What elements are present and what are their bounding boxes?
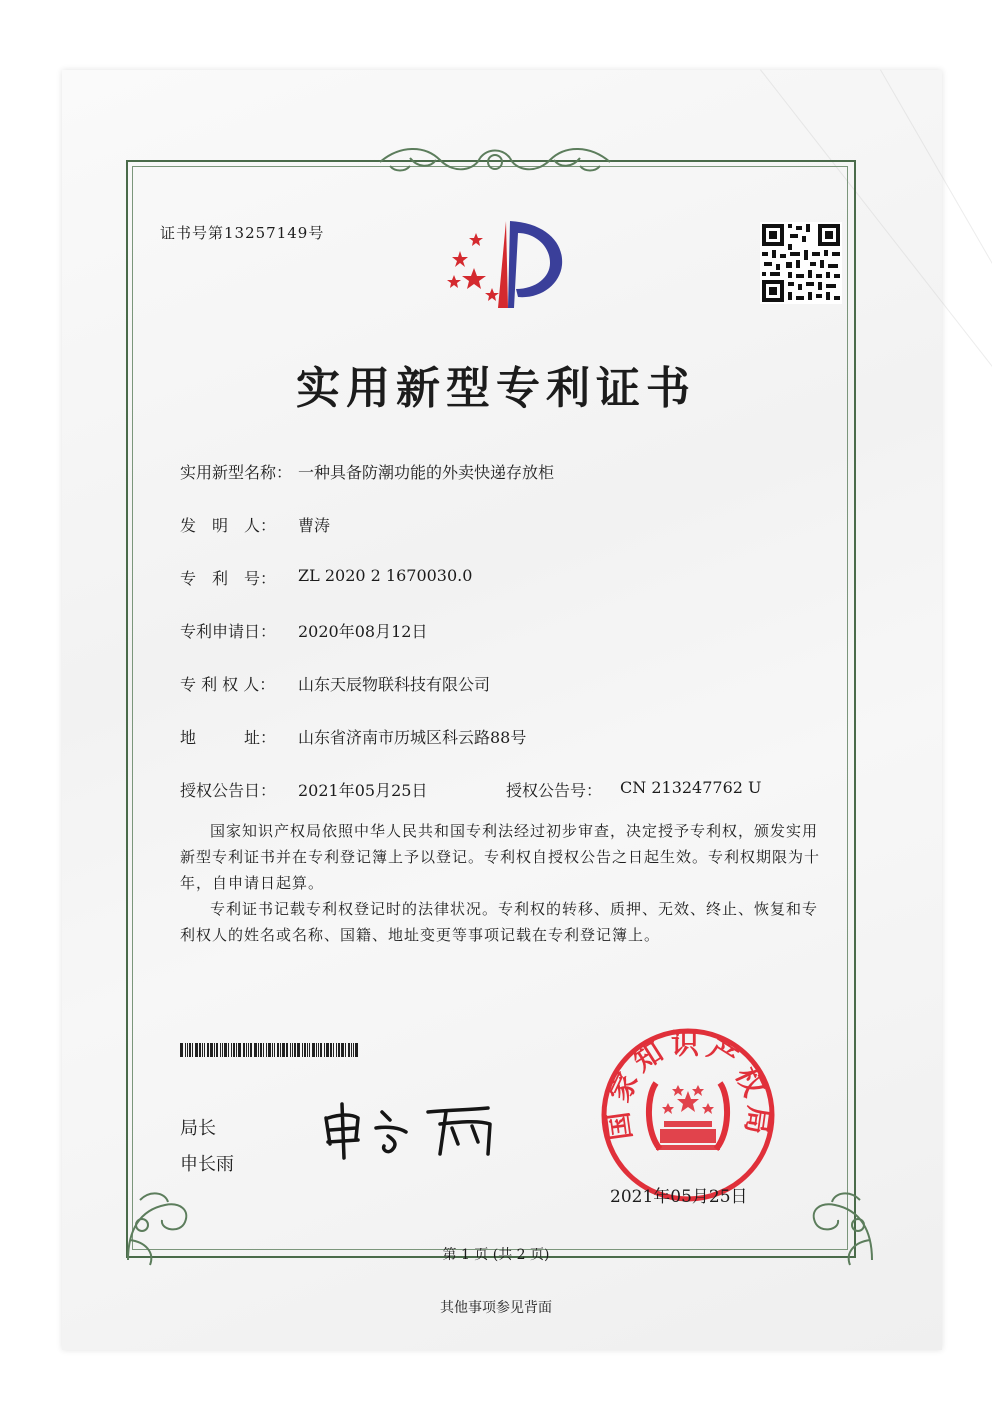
barcode-bar (202, 1043, 203, 1057)
legal-paragraph-2: 专利证书记载专利权登记时的法律状况。专利权的转移、质押、无效、终止、恢复和专利权人的姓名或名称、国籍、地址变更等事项记载在专利登记簿上。 (180, 900, 819, 944)
field-label-filing-date: 专利申请日： (180, 622, 277, 641)
barcode-bar (233, 1043, 235, 1057)
barcode-bar (353, 1043, 354, 1057)
barcode-bar (254, 1043, 257, 1057)
barcode-bar (204, 1043, 205, 1057)
barcode-bar (280, 1043, 281, 1057)
field-label-grant-number: 授权公告号： (506, 781, 603, 800)
barcode-bar (266, 1043, 267, 1057)
barcode-bar (316, 1043, 317, 1057)
field-value-inventor: 曹涛 (298, 516, 331, 535)
barcode-bar (336, 1043, 337, 1057)
barcode-bar (282, 1043, 285, 1057)
barcode-bar (320, 1043, 322, 1057)
barcode-bar (326, 1043, 329, 1057)
barcode-bar (228, 1043, 229, 1057)
handwritten-signature (318, 1098, 518, 1160)
barcode-bar (309, 1043, 310, 1057)
barcode-bar (180, 1043, 183, 1057)
barcode-bar (222, 1043, 223, 1057)
field-value-grant-date: 2021年05月25日 (298, 781, 428, 800)
barcode-bar (210, 1043, 213, 1057)
barcode-bar (214, 1043, 215, 1057)
barcode-bar (192, 1043, 193, 1057)
barcode-bar (189, 1043, 191, 1057)
field-label-grant-date: 授权公告日： (180, 781, 277, 800)
barcode-bar (341, 1043, 344, 1057)
field-value-grant-number: CN 213247762 U (620, 778, 762, 797)
barcode-bar (304, 1043, 306, 1057)
barcode-bar (185, 1043, 186, 1057)
barcode-bar (290, 1043, 291, 1057)
barcode-bar (348, 1043, 350, 1057)
barcode-bar (243, 1043, 245, 1057)
barcode-bar (351, 1043, 352, 1057)
barcode-bar (220, 1043, 221, 1057)
barcode-bar (216, 1043, 218, 1057)
barcode-bar (297, 1043, 300, 1057)
field-value-patent-number: ZL 2020 2 1670030.0 (298, 566, 473, 585)
barcode-bar (246, 1043, 247, 1057)
barcode-bar (286, 1043, 288, 1057)
field-value-name: 一种具备防潮功能的外卖快递存放柜 (298, 463, 555, 482)
director-title: 局长 (180, 1118, 216, 1139)
barcode-bar (195, 1043, 198, 1057)
barcode-bar (292, 1043, 293, 1057)
certificate-title: 实用新型专利证书 (296, 363, 696, 414)
seal-date: 2021年05月25日 (610, 1187, 748, 1207)
barcode-bar (207, 1043, 209, 1057)
director-name: 申长雨 (180, 1154, 234, 1175)
barcode-bar (307, 1043, 308, 1057)
barcode-bar (355, 1043, 358, 1057)
barcode-bar (263, 1043, 264, 1057)
barcode-bar (333, 1043, 334, 1057)
barcode-bar (231, 1043, 232, 1057)
barcode-bar (274, 1043, 275, 1057)
page-indicator: 第 1 页 (共 2 页) (442, 1247, 550, 1263)
barcode-bar (250, 1043, 252, 1057)
barcode-bar (330, 1043, 332, 1057)
seal-text: 国家知识产权局 (600, 1027, 776, 1143)
barcode-bar (248, 1043, 249, 1057)
barcode (180, 1043, 360, 1057)
field-label-name: 实用新型名称： (180, 463, 293, 482)
top-ornament (370, 140, 620, 180)
barcode-bar (294, 1043, 296, 1057)
barcode-bar (277, 1043, 279, 1057)
barcode-bar (199, 1043, 201, 1057)
field-value-filing-date: 2020年08月12日 (298, 622, 428, 641)
barcode-bar (260, 1043, 262, 1057)
barcode-bar (236, 1043, 237, 1057)
official-seal (598, 1025, 778, 1205)
barcode-bar (302, 1043, 303, 1057)
legal-paragraph-1: 国家知识产权局依照中华人民共和国专利法经过初步审查，决定授予专利权，颁发实用新型专利证书并在专利登记簿上予以登记。专利权自授权公告之日起生效。专利权期限为十年，自申请日起算。 (180, 822, 821, 892)
barcode-bar (318, 1043, 319, 1057)
barcode-bar (258, 1043, 259, 1057)
field-value-address: 山东省济南市历城区科云路88号 (298, 728, 527, 747)
field-label-inventor: 发 明 人： (180, 516, 277, 535)
qr-code (760, 222, 842, 304)
certificate-number: 证书号第13257149号 (160, 224, 325, 242)
barcode-bar (268, 1043, 271, 1057)
barcode-bar (224, 1043, 227, 1057)
field-label-address: 地 址： (180, 728, 277, 747)
barcode-bar (238, 1043, 241, 1057)
barcode-bar (345, 1043, 346, 1057)
barcode-bar (312, 1043, 315, 1057)
field-value-patentee: 山东天辰物联科技有限公司 (298, 675, 491, 694)
barcode-bar (272, 1043, 273, 1057)
field-label-patentee: 专 利 权 人： (180, 675, 276, 694)
back-note: 其他事项参见背面 (440, 1300, 552, 1316)
cnipa-logo (436, 213, 572, 315)
field-label-patent-number: 专 利 号： (180, 569, 277, 588)
barcode-bar (338, 1043, 340, 1057)
barcode-bar (187, 1043, 188, 1057)
barcode-bar (324, 1043, 325, 1057)
